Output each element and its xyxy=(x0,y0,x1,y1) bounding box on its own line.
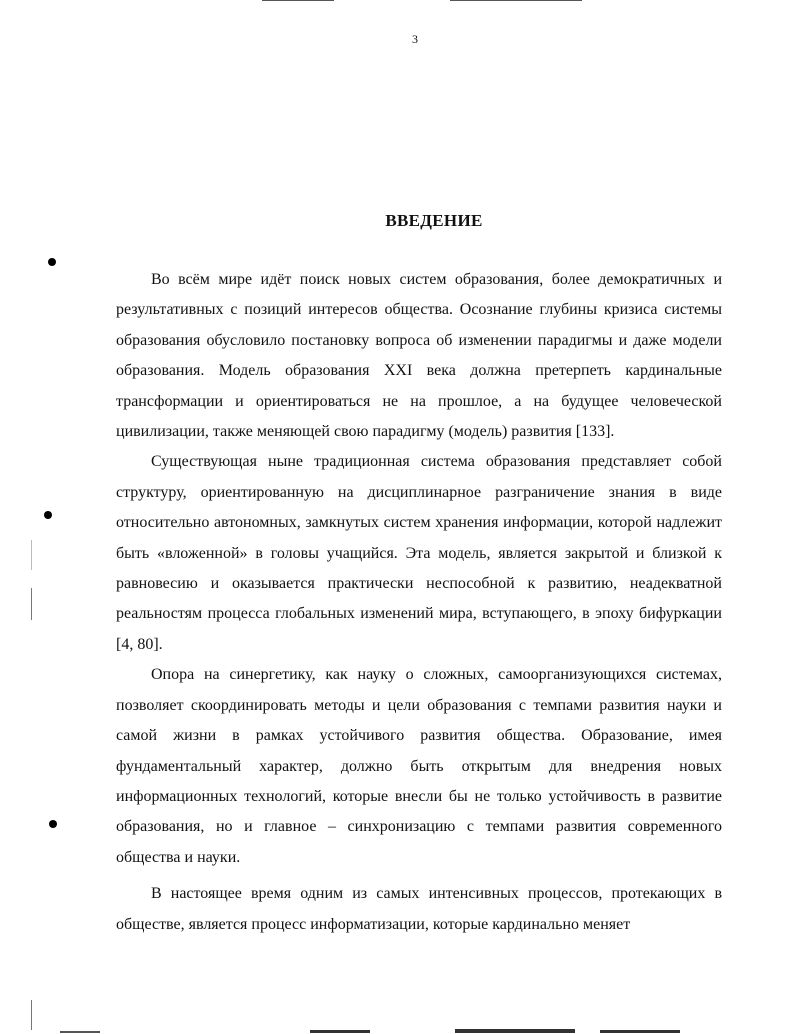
scan-edge-mark-3 xyxy=(31,1000,32,1030)
scan-artifact-bottom-3 xyxy=(455,1029,575,1033)
paragraph-3: Опора на синергетику, как науку о сложных, самоорганизующихся системах, позволяет скоординировать методы и цели образования с темпами развития науки и самой жизни в рамках устойчивого развития общества. Образование, имея фундаментальный характер, должно быть открытым для внедрения новых информационных технологий, которые внесли бы не только устойчивость в развитие образования, но и главное – синхронизацию с темпами развития современного общества и науки. xyxy=(116,666,722,866)
scan-artifact-bottom-4 xyxy=(600,1030,680,1033)
scan-artifact-top-right xyxy=(450,0,582,1)
margin-dot-2 xyxy=(44,511,52,519)
margin-dot-3 xyxy=(49,820,57,828)
page-number: 3 xyxy=(412,32,418,46)
paragraph-2: Существующая ныне традиционная система образования представляет собой структуру, ориентированную на дисциплинарное разграничение знания в виде относительно автономных, замкнутых систем хранения информации, которой надлежит быть «вложенной» в головы учащийся. Эта модель, является закрытой и близкой к равновесию и оказывается практически неспособной к развитию, неадекватной реальностям процесса глобальных изменений мира, вступающего, в эпоху бифуркации [4, 80]. xyxy=(116,453,722,653)
scan-artifact-bottom-1 xyxy=(60,1031,100,1033)
scan-edge-mark-2 xyxy=(31,588,32,620)
scan-artifact-top-left xyxy=(262,0,334,1)
page-title: ВВЕДЕНИЕ xyxy=(385,211,483,230)
paragraph-4: В настоящее время одним из самых интенсивных процессов, протекающих в обществе, является процесс информатизации, которые кардинально меняет xyxy=(116,885,722,933)
body-text xyxy=(116,265,722,940)
scan-artifact-bottom-2 xyxy=(310,1030,370,1033)
margin-dot-1 xyxy=(48,258,56,266)
paragraph-1: Во всём мире идёт поиск новых систем образования, более демократичных и результативных с позиций интересов общества. Осознание глубины кризиса системы образования обусловило постановку вопроса об изменении парадигмы и даже модели образования. Модель образования XXI века должна претерпеть кардинальные трансформации и ориентироваться не на прошлое, а на будущее человеческой цивилизации, также меняющей свою парадигму (модель) развития [133]. xyxy=(116,271,722,441)
scan-edge-mark-1 xyxy=(31,540,32,570)
